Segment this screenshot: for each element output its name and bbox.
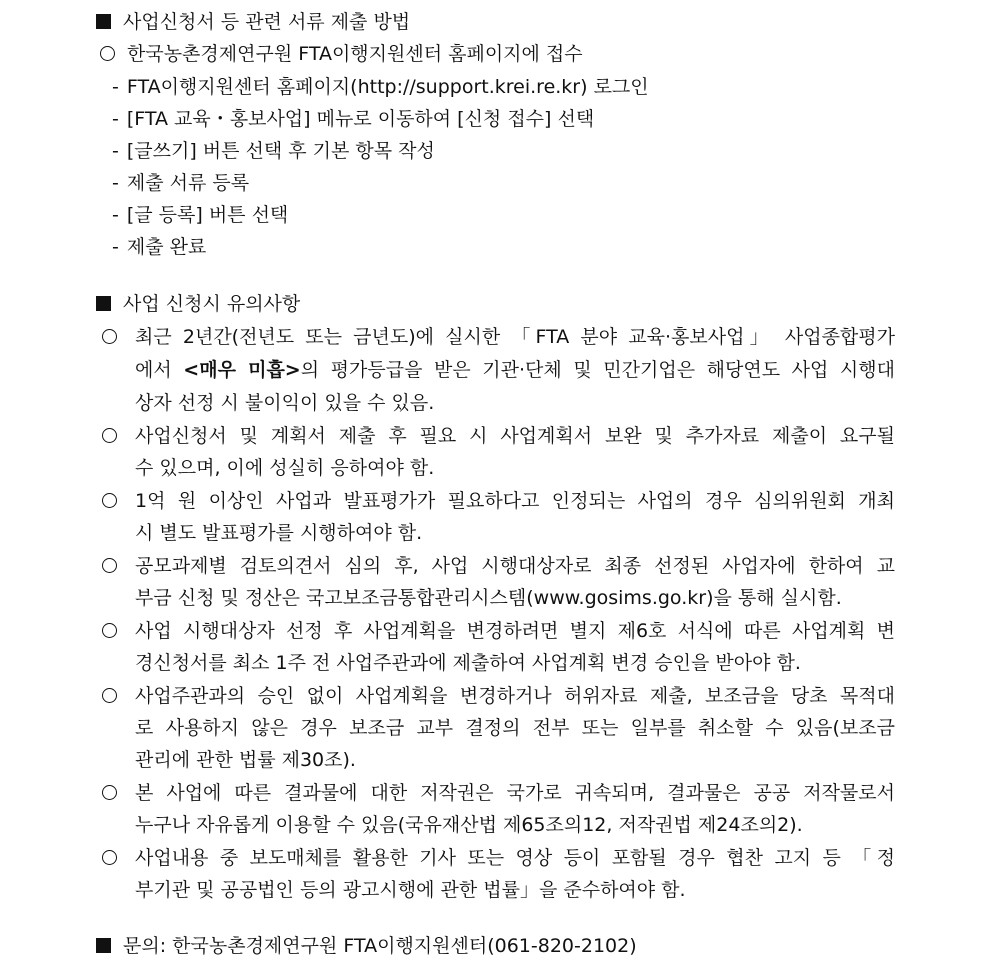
step-item: - [FTA 교육・홍보사업] 메뉴로 이동하여 [신청 접수] 선택 [112, 108, 595, 130]
note-line: 관리에 관한 법률 제30조). [135, 749, 356, 771]
note-line: 사업주관과의 승인 없이 사업계획을 변경하거나 허위자료 제출, 보조금을 당초 목적대 [135, 685, 895, 707]
step-item: - FTA이행지원센터 홈페이지(http://support.krei.re.kr) 로그인 [112, 76, 649, 98]
note-line-text: 에서 <매우 미흡>의 평가등급을 받은 기관·단체 및 민간기업은 해당연도 사업 시행대 [135, 359, 895, 381]
note-item [102, 846, 129, 870]
note-line: 상자 선정 시 불이익이 있을 수 있음. [135, 392, 435, 414]
note-line: 부기관 및 공공법인 등의 광고시행에 관한 법률」을 준수하여야 함. [135, 879, 686, 901]
step-text: 제출 완료 [126, 236, 207, 258]
step-text: [글쓰기] 버튼 선택 후 기본 항목 작성 [126, 140, 435, 162]
step-text: [FTA 교육・홍보사업] 메뉴로 이동하여 [신청 접수] 선택 [126, 108, 595, 130]
note-line: 누구나 자유롭게 이용할 수 있음(국유재산법 제65조의12, 저작권법 제24조의2). [135, 814, 803, 836]
circle-bullet-icon [102, 558, 117, 573]
note-item [102, 424, 129, 448]
circle-bullet-icon [102, 428, 117, 443]
note-line: 수 있으며, 이에 성실히 응하여야 함. [135, 457, 435, 479]
section1-heading-line [96, 10, 410, 34]
black-square-bullet-icon [96, 14, 111, 29]
circle-bullet-icon [102, 785, 117, 800]
note-line: 부금 신청 및 정산은 국고보조금통합관리시스템(www.gosims.go.kr)을 통해 실시함. [135, 587, 842, 609]
note-item [102, 325, 129, 349]
contact-line [96, 934, 637, 958]
note-line-with-bold [135, 358, 895, 382]
circle-bullet-icon [102, 493, 117, 508]
step-item: - [글 등록] 버튼 선택 [112, 204, 289, 226]
section1-circle-item [100, 42, 583, 66]
note-line: 공모과제별 검토의견서 심의 후, 사업 시행대상자로 최종 선정된 사업자에 한하여 교 [135, 555, 895, 577]
circle-bullet-icon [102, 329, 117, 344]
black-square-bullet-icon [96, 938, 111, 953]
note-item [102, 781, 129, 805]
note-line: 사업 시행대상자 선정 후 사업계획을 변경하려면 별지 제6호 서식에 따른 사업계획 변 [135, 620, 895, 642]
note-line: 로 사용하지 않은 경우 보조금 교부 결정의 전부 또는 일부를 취소할 수 있음(보조금 [135, 717, 895, 739]
note-line: 시 별도 발표평가를 시행하여야 함. [135, 522, 423, 544]
note-line: 본 사업에 따른 결과물에 대한 저작권은 국가로 귀속되며, 결과물은 공공 저작물로서 [135, 782, 895, 804]
note-item [102, 554, 129, 578]
section2-heading-line [96, 292, 300, 316]
circle-bullet-icon [100, 46, 115, 61]
circle-bullet-icon [102, 623, 117, 638]
emphasis-rating-label: <매우 미흡> [183, 359, 301, 381]
note-line: 사업내용 중 보도매체를 활용한 기사 또는 영상 등이 포함될 경우 협찬 고지 등 「정 [135, 847, 895, 869]
note-item [102, 619, 129, 643]
black-square-bullet-icon [96, 296, 111, 311]
step-text: FTA이행지원센터 홈페이지(http://support.krei.re.kr) 로그인 [126, 76, 649, 98]
circle-bullet-icon [102, 688, 117, 703]
step-item: - 제출 서류 등록 [112, 172, 250, 194]
section1-heading: 사업신청서 등 관련 서류 제출 방법 [123, 11, 411, 33]
note-item [102, 684, 129, 708]
note-line: 경신청서를 최소 1주 전 사업주관과에 제출하여 사업계획 변경 승인을 받아야 함. [135, 652, 801, 674]
note-line: 최근 2년간(전년도 또는 금년도)에 실시한 「FTA 분야 교육·홍보사업」 사업종합평가 [135, 326, 895, 348]
note-line: 사업신청서 및 계획서 제출 후 필요 시 사업계획서 보완 및 추가자료 제출이 요구될 [135, 425, 895, 447]
circle-bullet-icon [102, 850, 117, 865]
step-text: [글 등록] 버튼 선택 [126, 204, 289, 226]
step-text: 제출 서류 등록 [126, 172, 250, 194]
section1-circle-text: 한국농촌경제연구원 FTA이행지원센터 홈페이지에 접수 [127, 43, 583, 65]
note-line: 1억 원 이상인 사업과 발표평가가 필요하다고 인정되는 사업의 경우 심의위원회 개최 [135, 490, 895, 512]
note-item [102, 489, 129, 513]
contact-text: 문의: 한국농촌경제연구원 FTA이행지원센터(061-820-2102) [123, 935, 637, 957]
section2-heading: 사업 신청시 유의사항 [123, 293, 301, 315]
step-item: - 제출 완료 [112, 236, 207, 258]
step-item: - [글쓰기] 버튼 선택 후 기본 항목 작성 [112, 140, 435, 162]
